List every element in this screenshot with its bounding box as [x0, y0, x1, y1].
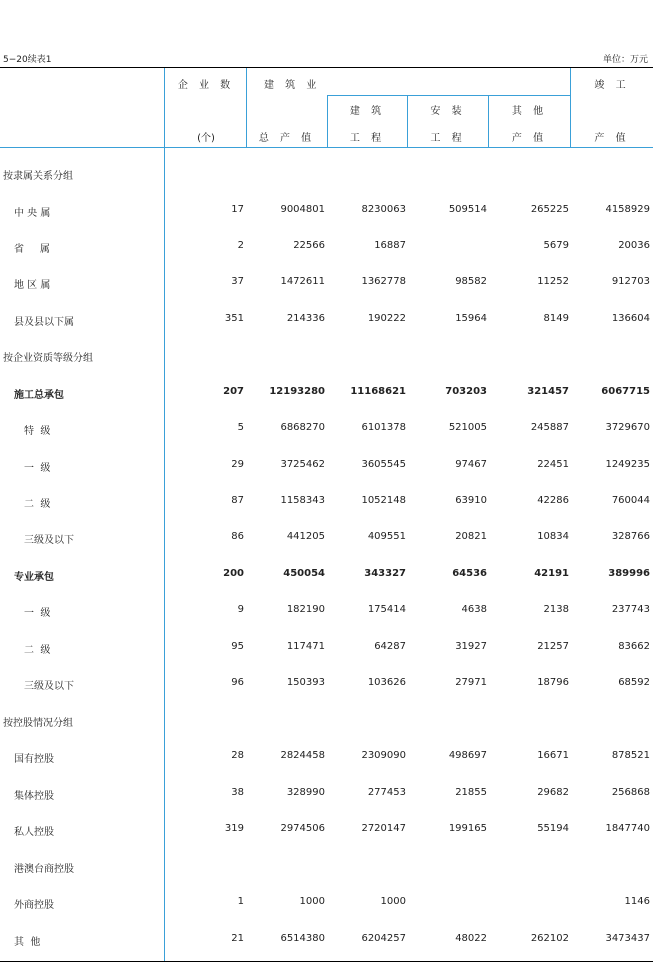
cell-value: 6204257 [361, 933, 406, 944]
row-label: 二 级 [24, 645, 51, 656]
table-row [0, 860, 653, 880]
unit-label: 单位：万元 [602, 55, 648, 65]
table-row [0, 167, 653, 187]
table-row [0, 240, 653, 260]
table-row [0, 495, 653, 515]
row-label: 县及县以下属 [14, 317, 74, 328]
cell-value: 48022 [455, 933, 487, 944]
top-rule [0, 67, 653, 68]
cell-value: 1249235 [605, 459, 650, 470]
col-other-2: 产 值 [511, 133, 548, 144]
cell-value: 55194 [537, 823, 569, 834]
cell-value: 10834 [537, 531, 569, 542]
cell-value: 42191 [534, 568, 569, 579]
cell-value: 343327 [364, 568, 406, 579]
cell-value: 1362778 [361, 276, 406, 287]
cell-value: 207 [223, 386, 244, 397]
cell-value: 29 [231, 459, 244, 470]
row-label: 中 央 属 [14, 208, 51, 219]
table-row [0, 313, 653, 333]
table-row [0, 933, 653, 953]
col-install-2: 工 程 [430, 133, 466, 144]
col-completed-2: 产 值 [594, 133, 630, 144]
row-label: 其 他 [14, 937, 41, 948]
cell-value: 2974506 [280, 823, 325, 834]
row-label: 私人控股 [14, 827, 54, 838]
cell-value: 441205 [286, 531, 325, 542]
cell-value: 17 [231, 204, 244, 215]
cell-value: 83662 [618, 641, 650, 652]
cell-value: 21 [231, 933, 244, 944]
cell-value: 1000 [380, 896, 406, 907]
cell-value: 64536 [452, 568, 487, 579]
cell-value: 95 [231, 641, 244, 652]
cell-value: 328990 [286, 787, 325, 798]
cell-value: 521005 [448, 422, 487, 433]
table-row [0, 568, 653, 588]
cell-value: 3729670 [605, 422, 650, 433]
cell-value: 16887 [374, 240, 406, 251]
row-label: 按隶属关系分组 [3, 171, 73, 182]
cell-value: 351 [224, 313, 244, 324]
cell-value: 6101378 [361, 422, 406, 433]
col-building-2: 工 程 [349, 133, 386, 144]
cell-value: 3725462 [280, 459, 325, 470]
cell-value: 878521 [611, 750, 650, 761]
cell-value: 245887 [530, 422, 569, 433]
cell-value: 6868270 [280, 422, 325, 433]
table-row [0, 459, 653, 479]
cell-value: 16671 [537, 750, 569, 761]
cell-value: 277453 [367, 787, 406, 798]
row-label: 集体控股 [14, 791, 54, 802]
cell-value: 200 [223, 568, 244, 579]
table-row [0, 531, 653, 551]
cell-value: 136604 [611, 313, 650, 324]
cell-value: 2 [237, 240, 244, 251]
cell-value: 256868 [611, 787, 650, 798]
cell-value: 760044 [611, 495, 650, 506]
cell-value: 237743 [611, 604, 650, 615]
cell-value: 1847740 [605, 823, 650, 834]
table-row [0, 750, 653, 770]
cell-value: 2138 [543, 604, 569, 615]
cell-value: 9 [237, 604, 244, 615]
bottom-rule [0, 961, 653, 962]
cell-value: 8230063 [361, 204, 406, 215]
table-row [0, 386, 653, 406]
cell-value: 450054 [283, 568, 325, 579]
cell-value: 5 [237, 422, 244, 433]
cell-value: 86 [231, 531, 244, 542]
table-row [0, 641, 653, 661]
cell-value: 150393 [286, 677, 325, 688]
row-label: 港澳台商控股 [14, 864, 74, 875]
cell-value: 4638 [461, 604, 487, 615]
table-row [0, 349, 653, 369]
col-enterprises: 企 业 数 [177, 80, 235, 91]
col-enterprises-unit: (个) [197, 133, 215, 144]
cell-value: 498697 [448, 750, 487, 761]
cell-value: 96 [231, 677, 244, 688]
cell-value: 20821 [455, 531, 487, 542]
cell-value: 509514 [448, 204, 487, 215]
table-row [0, 677, 653, 697]
table-row [0, 204, 653, 224]
cell-value: 22451 [537, 459, 569, 470]
cell-value: 182190 [286, 604, 325, 615]
cell-value: 2824458 [280, 750, 325, 761]
col-completed-1: 竣 工 [594, 80, 630, 91]
col-install-1: 安 装 [430, 106, 466, 117]
row-label: 外商控股 [14, 900, 54, 911]
row-label: 二 级 [24, 499, 51, 510]
cell-value: 97467 [455, 459, 487, 470]
cell-value: 103626 [367, 677, 406, 688]
cell-value: 87 [231, 495, 244, 506]
cell-value: 2720147 [361, 823, 406, 834]
row-label: 地 区 属 [14, 280, 51, 291]
cell-value: 27971 [455, 677, 487, 688]
cell-value: 703203 [445, 386, 487, 397]
cell-value: 389996 [608, 568, 650, 579]
cell-value: 319 [224, 823, 244, 834]
col-construction-group: 建 筑 业 [264, 80, 321, 91]
table-row [0, 714, 653, 734]
cell-value: 190222 [367, 313, 406, 324]
cell-value: 199165 [448, 823, 487, 834]
cell-value: 12193280 [269, 386, 325, 397]
cell-value: 37 [231, 276, 244, 287]
cell-value: 42286 [537, 495, 569, 506]
row-label: 按控股情况分组 [3, 718, 73, 729]
col-building-1: 建 筑 [349, 106, 386, 117]
cell-value: 28 [231, 750, 244, 761]
row-label: 省 属 [14, 244, 50, 255]
row-label: 一 级 [24, 608, 51, 619]
row-label: 国有控股 [14, 754, 54, 765]
cell-value: 8149 [543, 313, 569, 324]
cell-value: 64287 [374, 641, 406, 652]
cell-value: 6067715 [601, 386, 650, 397]
row-label: 专业承包 [14, 572, 54, 583]
cell-value: 117471 [286, 641, 325, 652]
cell-value: 1158343 [280, 495, 325, 506]
row-label: 施工总承包 [14, 390, 64, 401]
col-total-output: 总 产 值 [258, 133, 316, 144]
cell-value: 265225 [530, 204, 569, 215]
row-label: 三级及以下 [24, 681, 74, 692]
cell-value: 6514380 [280, 933, 325, 944]
cell-value: 1000 [299, 896, 325, 907]
table-row [0, 896, 653, 916]
table-row [0, 604, 653, 624]
row-label: 三级及以下 [24, 535, 74, 546]
cell-value: 409551 [367, 531, 406, 542]
cell-value: 3473437 [605, 933, 650, 944]
table-row [0, 422, 653, 442]
cell-value: 68592 [618, 677, 650, 688]
table-row [0, 823, 653, 843]
cell-value: 29682 [537, 787, 569, 798]
cell-value: 11168621 [350, 386, 406, 397]
cell-value: 63910 [455, 495, 487, 506]
cell-value: 321457 [527, 386, 569, 397]
cell-value: 11252 [537, 276, 569, 287]
subheader-rule [327, 95, 570, 96]
row-label: 特 级 [24, 426, 51, 437]
col-other-1: 其 他 [511, 106, 548, 117]
table-row [0, 787, 653, 807]
cell-value: 21855 [455, 787, 487, 798]
cell-value: 175414 [367, 604, 406, 615]
cell-value: 18796 [537, 677, 569, 688]
cell-value: 38 [231, 787, 244, 798]
table-row [0, 276, 653, 296]
cell-value: 9004801 [280, 204, 325, 215]
cell-value: 1 [237, 896, 244, 907]
cell-value: 21257 [537, 641, 569, 652]
cell-value: 2309090 [361, 750, 406, 761]
table-id: 5−20续表1 [3, 55, 52, 65]
cell-value: 3605545 [361, 459, 406, 470]
cell-value: 328766 [611, 531, 650, 542]
cell-value: 912703 [611, 276, 650, 287]
cell-value: 4158929 [605, 204, 650, 215]
cell-value: 1146 [624, 896, 650, 907]
cell-value: 5679 [543, 240, 569, 251]
cell-value: 214336 [286, 313, 325, 324]
cell-value: 22566 [293, 240, 325, 251]
cell-value: 1052148 [361, 495, 406, 506]
cell-value: 98582 [455, 276, 487, 287]
cell-value: 15964 [455, 313, 487, 324]
cell-value: 262102 [530, 933, 569, 944]
cell-value: 1472611 [280, 276, 325, 287]
cell-value: 20036 [618, 240, 650, 251]
cell-value: 31927 [455, 641, 487, 652]
row-label: 按企业资质等级分组 [3, 353, 93, 364]
row-label: 一 级 [24, 463, 51, 474]
